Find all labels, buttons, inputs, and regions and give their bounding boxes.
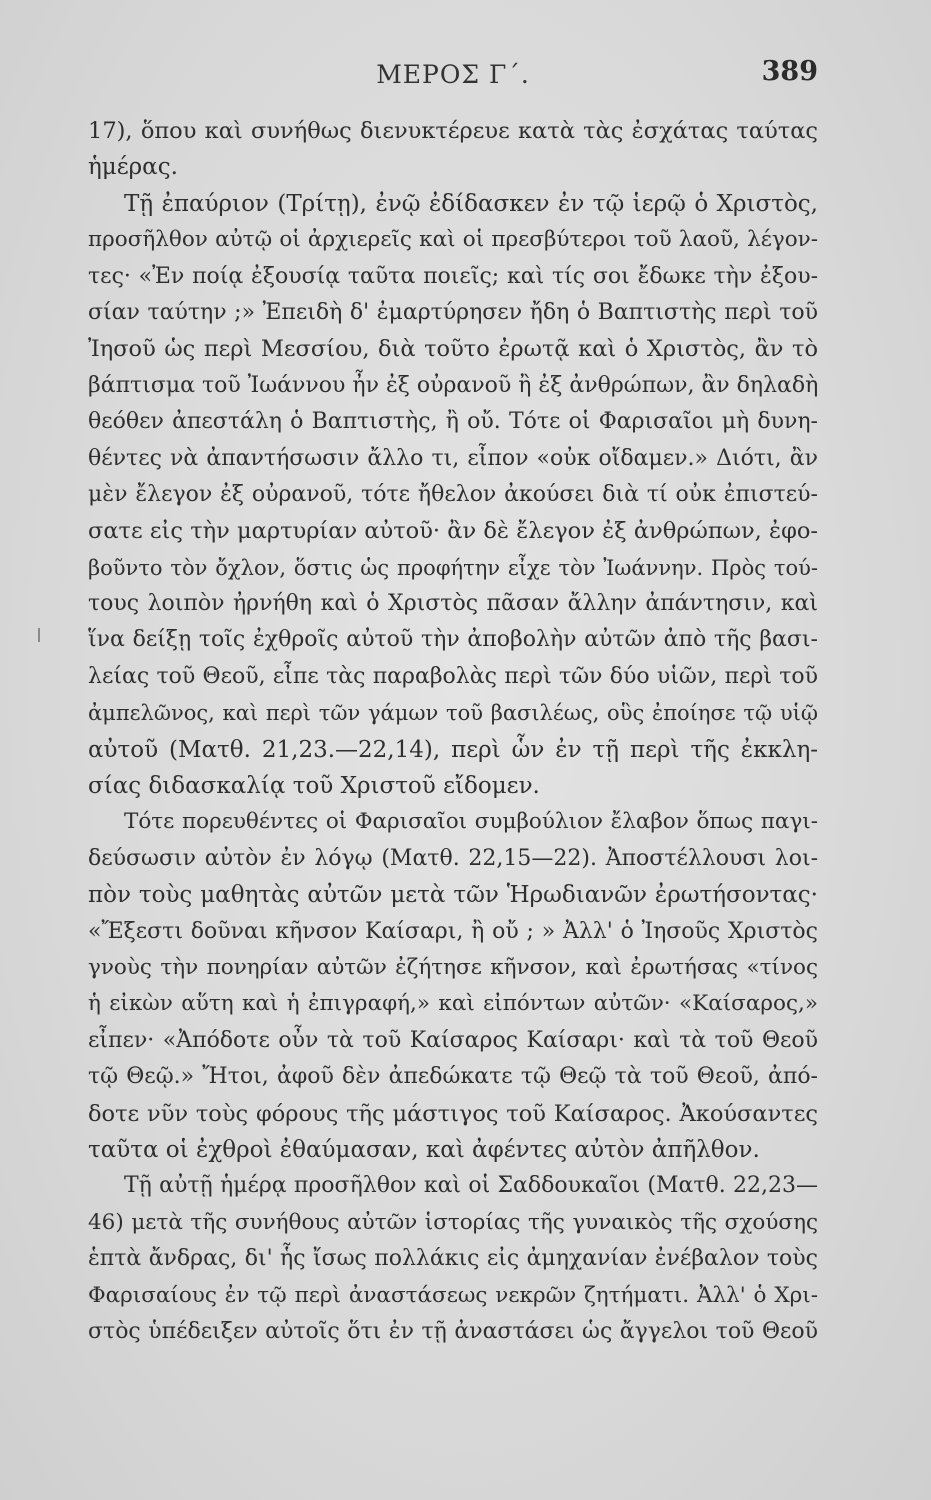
text-line: σίαν ταύτην ;» Ἐπειδὴ δ' ἐμαρτύρησεν ἤδη ὁ Βαπτιστὴς περὶ τοῦ [88, 299, 818, 325]
text-line: θέντες νὰ ἀπαντήσωσιν ἄλλο τι, εἶπον «οὐκ οἴδαμεν.» Διότι, ἂν [88, 445, 818, 471]
text-line: Φαρισαίους ἐν τῷ περὶ ἀναστάσεως νεκρῶν ζητήματι. Ἀλλ' ὁ Χρι- [88, 1282, 818, 1308]
text-line: δεύσωσιν αὐτὸν ἐν λόγῳ (Ματθ. 22,15—22). Ἀποστέλλουσι λοι- [88, 845, 818, 871]
text-line: Ἰησοῦ ὡς περὶ Μεσσίου, διὰ τοῦτο ἐρωτᾷ καὶ ὁ Χριστὸς, ἂν τὸ [88, 336, 818, 363]
text-line: Τότε πορευθέντες οἱ Φαρισαῖοι συμβούλιον ἔλαβον ὅπως παγι- [124, 809, 818, 835]
text-line: ἡμέρας. [88, 154, 178, 181]
text-line: βοῦντο τὸν ὄχλον, ὅστις ὡς προφήτην εἶχε τὸν Ἰωάννην. Πρὸς τού- [88, 555, 818, 580]
text-line: σίας διδασκαλίᾳ τοῦ Χριστοῦ εἴδομεν. [88, 773, 540, 800]
text-line: στὸς ὑπέδειξεν αὐτοῖς ὅτι ἐν τῇ ἀναστάσει ὡς ἄγγελοι τοῦ Θεοῦ [88, 1318, 818, 1344]
text-line: δοτε νῦν τοὺς φόρους τῆς μάστιγος τοῦ Καίσαρος. Ἀκούσαντες [88, 1100, 818, 1127]
text-line: γνοὺς τὴν πονηρίαν αὐτῶν ἐζήτησε κῆνσον, καὶ ἐρωτήσας «τίνος [88, 954, 818, 980]
body-text [88, 113, 818, 1350]
text-line: εἶπεν· «Ἀπόδοτε οὖν τὰ τοῦ Καίσαρος Καίσαρι· καὶ τὰ τοῦ Θεοῦ [88, 1027, 818, 1053]
margin-mark [38, 628, 40, 642]
text-line: 46) μετὰ τῆς συνήθους αὐτῶν ἱστορίας τῆς γυναικὸς τῆς σχούσης [88, 1209, 818, 1235]
text-line: θεόθεν ἀπεστάλη ὁ Βαπτιστὴς, ἢ οὔ. Τότε οἱ Φαρισαῖοι μὴ δυνη- [88, 409, 818, 435]
text-line: σατε εἰς τὴν μαρτυρίαν αὐτοῦ· ἂν δὲ ἔλεγον ἐξ ἀνθρώπων, ἐφο- [88, 518, 818, 545]
text-line: πὸν τοὺς μαθητὰς αὐτῶν μετὰ τῶν Ἡρωδιανῶν ἐρωτήσοντας· [88, 882, 818, 909]
text-line: τες· «Ἐν ποίᾳ ἐξουσίᾳ ταῦτα ποιεῖς; καὶ τίς σοι ἔδωκε τὴν ἐξου- [88, 263, 818, 289]
text-line: ἵνα δείξῃ τοῖς ἐχθροῖς αὐτοῦ τὴν ἀποβολὴν αὐτῶν ἀπὸ τῆς βασι- [88, 627, 818, 653]
text-line: Τῇ ἐπαύριον (Τρίτῃ), ἐνῷ ἐδίδασκεν ἐν τῷ ἱερῷ ὁ Χριστὸς, [124, 190, 818, 217]
page-header [88, 56, 818, 96]
text-line: τῷ Θεῷ.» Ἤτοι, ἀφοῦ δὲν ἀπεδώκατε τῷ Θεῷ τὰ τοῦ Θεοῦ, ἀπό- [88, 1064, 818, 1090]
text-line: ἡ εἰκὼν αὕτη καὶ ἡ ἐπιγραφή,» καὶ εἰπόντων αὐτῶν· «Καίσαρος,» [88, 991, 818, 1017]
page-number: 389 [761, 56, 818, 87]
text-line: λείας τοῦ Θεοῦ, εἶπε τὰς παραβολὰς περὶ τῶν δύο υἱῶν, περὶ τοῦ [88, 663, 818, 689]
text-line: βάπτισμα τοῦ Ἰωάννου ἦν ἐξ οὐρανοῦ ἢ ἐξ ἀνθρώπων, ἂν δηλαδὴ [88, 372, 819, 398]
text-line: Τῇ αὐτῇ ἡμέρᾳ προσῆλθον καὶ οἱ Σαδδουκαῖοι (Ματθ. 22,23— [124, 1173, 818, 1199]
text-line: «Ἔξεστι δοῦναι κῆνσον Καίσαρι, ἢ οὔ ; » Ἀλλ' ὁ Ἰησοῦς Χριστὸς [88, 918, 818, 944]
text-line: 17), ὅπου καὶ συνήθως διενυκτέρευε κατὰ τὰς ἐσχάτας ταύτας [88, 118, 818, 144]
text-line: τους λοιπὸν ἠρνήθη καὶ ὁ Χριστὸς πᾶσαν ἄλλην ἀπάντησιν, καὶ [88, 591, 818, 617]
text-line: αὐτοῦ (Ματθ. 21,23.—22,14), περὶ ὧν ἐν τῇ περὶ τῆς ἐκκλη- [88, 736, 818, 763]
text-line: ἀμπελῶνος, καὶ περὶ τῶν γάμων τοῦ βασιλέως, οὓς ἐποίησε τῷ υἱῷ [88, 701, 818, 726]
text-line: προσῆλθον αὐτῷ οἱ ἀρχιερεῖς καὶ οἱ πρεσβύτεροι τοῦ λαοῦ, λέγον- [88, 227, 818, 253]
text-line: ταῦτα οἱ ἐχθροὶ ἐθαύμασαν, καὶ ἀφέντες αὐτὸν ἀπῆλθον. [88, 1136, 760, 1163]
text-line: μὲν ἔλεγον ἐξ οὐρανοῦ, τότε ἤθελον ἀκούσει διὰ τί οὐκ ἐπιστεύ- [88, 481, 818, 507]
running-head: ΜΕΡΟΣ Γ΄. [376, 60, 530, 89]
text-line: ἑπτὰ ἄνδρας, δι' ἧς ἴσως πολλάκις εἰς ἀμηχανίαν ἐνέβαλον τοὺς [88, 1246, 818, 1272]
